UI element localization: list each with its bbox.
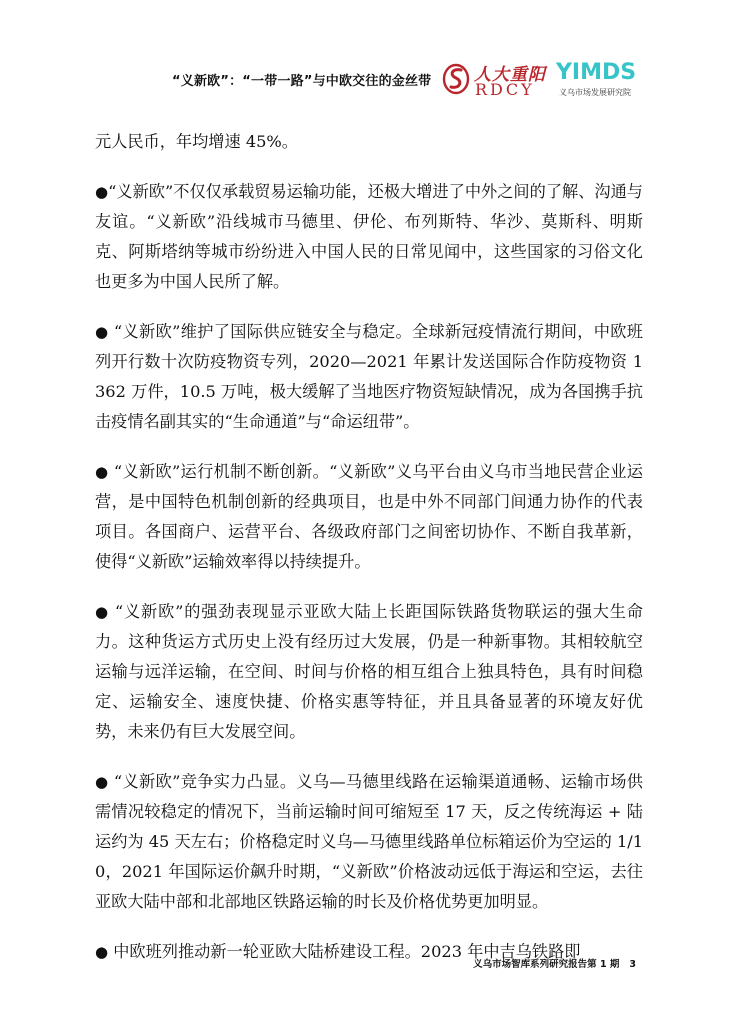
paragraph-text: “义新欧”维护了国际供应链安全与稳定。全球新冠疫情流行期间，中欧班列开行数十次防疫物资专列，2020—2021 年累计发送国际合作防疫物资 1362 万件，10.5 万吨，极大缓解了当地医疗物资短缺情况，成为各国携手抗击疫情名副其实的“生命通道”与“命运纽带”。 xyxy=(95,322,643,431)
page-number: 3 xyxy=(629,959,636,970)
bullet-icon: ● xyxy=(95,463,109,481)
header-title: “义新欧”：“一带一路”与中欧交往的金丝带 xyxy=(172,74,432,89)
paragraph-text: “义新欧”不仅仅承载贸易运输功能，还极大增进了中外之间的了解、沟通与友谊。“义新欧”沿线城市马德里、伊伦、布列斯特、华沙、莫斯科、明斯克、阿斯塔纳等城市纷纷进入中国人民的日常见闻中，这些国家的习俗文化也更多为中国人民所了解。 xyxy=(95,182,643,291)
bullet-paragraph xyxy=(95,597,643,747)
yimds-chinese-name: 义乌市场发展研究院 xyxy=(559,88,631,97)
bullet-paragraph xyxy=(95,317,643,437)
paragraph-text: 中欧班列推动新一轮亚欧大陆桥建设工程。2023 年中吉乌铁路即 xyxy=(113,942,581,961)
bullet-icon: ● xyxy=(95,603,109,621)
rdcy-english-name: RDCY xyxy=(475,80,535,99)
footer-series-title: 义乌市场智库系列研究报告第 1 期 xyxy=(473,959,620,970)
yimds-english-name: YIMDS xyxy=(556,60,637,85)
yimds-logo xyxy=(556,60,636,100)
page-header xyxy=(0,0,730,110)
rdcy-logo xyxy=(442,60,546,100)
bullet-paragraph xyxy=(95,177,643,297)
body-content xyxy=(95,127,643,987)
bullet-paragraph xyxy=(95,767,643,917)
page-footer xyxy=(473,956,636,970)
bullet-icon: ● xyxy=(95,773,109,791)
bullet-icon: ● xyxy=(95,943,109,961)
rdcy-chinese-name: 人大重阳 xyxy=(474,65,546,85)
bullet-icon: ● xyxy=(95,323,109,341)
paragraph-text: “义新欧”的强劲表现显示亚欧大陆上长距国际铁路货物联运的强大生命力。这种货运方式历史上没有经历过大发展，仍是一种新事物。其相较航空运输与远洋运输，在空间、时间与价格的相互组合上独具特色，具有时间稳定、运输安全、速度快捷、价格实惠等特征，并且具备显著的环境友好优势，未来仍有巨大发展空间。 xyxy=(95,602,643,741)
paragraph-text: “义新欧”竞争实力凸显。义乌—马德里线路在运输渠道通畅、运输市场供需情况较稳定的情况下，当前运输时间可缩短至 17 天，反之传统海运 + 陆运约为 45 天左右；价格稳定时义乌—马德里线路单位标箱运价为空运的 1/10，2021 年国际运价飙升时期，“义新欧”价格波动远低于海运和空运，去往亚欧大陆中部和北部地区铁路运输的时长及价格优势更加明显。 xyxy=(95,772,643,911)
paragraph-text: “义新欧”运行机制不断创新。“义新欧”义乌平台由义乌市当地民营企业运营，是中国特色机制创新的经典项目，也是中外不同部门间通力协作的代表项目。各国商户、运营平台、各级政府部门之间密切协作、不断自我革新，使得“义新欧”运输效率得以持续提升。 xyxy=(95,462,643,571)
paragraph-text: 元人民币，年均增速 45%。 xyxy=(95,132,298,151)
bullet-icon: ● xyxy=(95,183,109,201)
bullet-paragraph xyxy=(95,457,643,577)
rdcy-seal-icon xyxy=(442,62,472,96)
paragraph xyxy=(95,127,643,157)
